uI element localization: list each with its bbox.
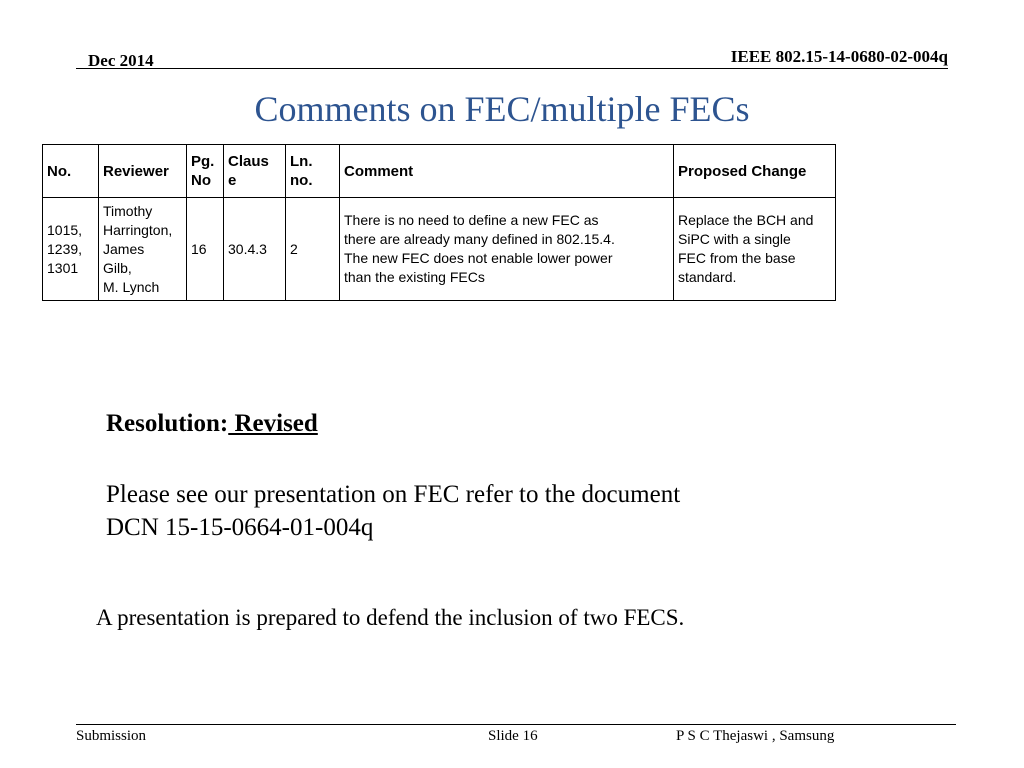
cell-proposed-line: Replace the BCH and	[678, 212, 814, 228]
header-no: No.	[43, 145, 99, 198]
header-date: Dec 2014	[88, 51, 154, 70]
table-row	[43, 198, 836, 301]
header-clause-line2: e	[228, 172, 237, 189]
footer-submission: Submission	[76, 728, 147, 744]
cell-reviewer	[99, 198, 187, 301]
cell-reviewer-line: Harrington,	[103, 221, 173, 238]
slide-title: Comments on FEC/multiple FECs	[254, 89, 750, 129]
resolution-value: Revised	[228, 410, 318, 437]
cell-no-line: 1301	[47, 259, 79, 276]
resolution-body-line2: DCN 15-15-0664-01-004q	[106, 514, 374, 541]
resolution-heading	[106, 410, 318, 438]
footer-author: P S C Thejaswi , Samsung	[676, 728, 835, 744]
cell-proposed-line: FEC from the base	[678, 250, 796, 266]
header-pg	[187, 145, 224, 198]
cell-comment	[340, 198, 674, 301]
cell-comment-line: than the existing FECs	[344, 269, 485, 285]
cell-no-line: 1015,	[47, 221, 83, 238]
header-ln-line2: no.	[290, 172, 313, 189]
cell-comment-line: There is no need to define a new FEC as	[344, 212, 599, 228]
header-clause-line1: Claus	[228, 153, 269, 170]
cell-comment-line: there are already many defined in 802.15.4.	[344, 231, 615, 247]
resolution-label: Resolution:	[106, 410, 229, 437]
cell-no	[43, 198, 99, 301]
cell-proposed-line: standard.	[678, 269, 737, 285]
cell-reviewer-line: Gilb,	[103, 259, 132, 276]
cell-no-line: 1239,	[47, 240, 83, 257]
header-clause	[224, 145, 286, 198]
header-reviewer: Reviewer	[99, 145, 187, 198]
resolution-body-line1: Please see our presentation on FEC refer to the document	[106, 481, 681, 508]
cell-pg: 16	[187, 198, 224, 301]
table-header-row	[43, 145, 836, 198]
header-pg-line2: No	[191, 172, 211, 189]
cell-reviewer-line: James	[103, 240, 145, 257]
footer-divider	[76, 724, 956, 725]
cell-ln: 2	[286, 198, 340, 301]
header-comment: Comment	[340, 145, 674, 198]
footer-slide-number: Slide 16	[488, 728, 538, 744]
cell-comment-line: The new FEC does not enable lower power	[344, 250, 613, 266]
header-doc-id: IEEE 802.15-14-0680-02-004q	[730, 47, 948, 66]
cell-proposed-line: SiPC with a single	[678, 231, 791, 247]
header-divider	[76, 68, 948, 69]
comment-table	[42, 144, 836, 301]
presentation-note: A presentation is prepared to defend the inclusion of two FECS.	[96, 605, 685, 630]
cell-reviewer-line: Timothy	[103, 202, 153, 219]
cell-reviewer-line: M. Lynch	[103, 278, 160, 295]
header-ln-line1: Ln.	[290, 153, 313, 170]
header-proposed-change: Proposed Change	[674, 145, 836, 198]
cell-clause: 30.4.3	[224, 198, 286, 301]
resolution-body	[106, 478, 866, 544]
header-ln	[286, 145, 340, 198]
header-pg-line1: Pg.	[191, 153, 215, 170]
cell-proposed-change	[674, 198, 836, 301]
